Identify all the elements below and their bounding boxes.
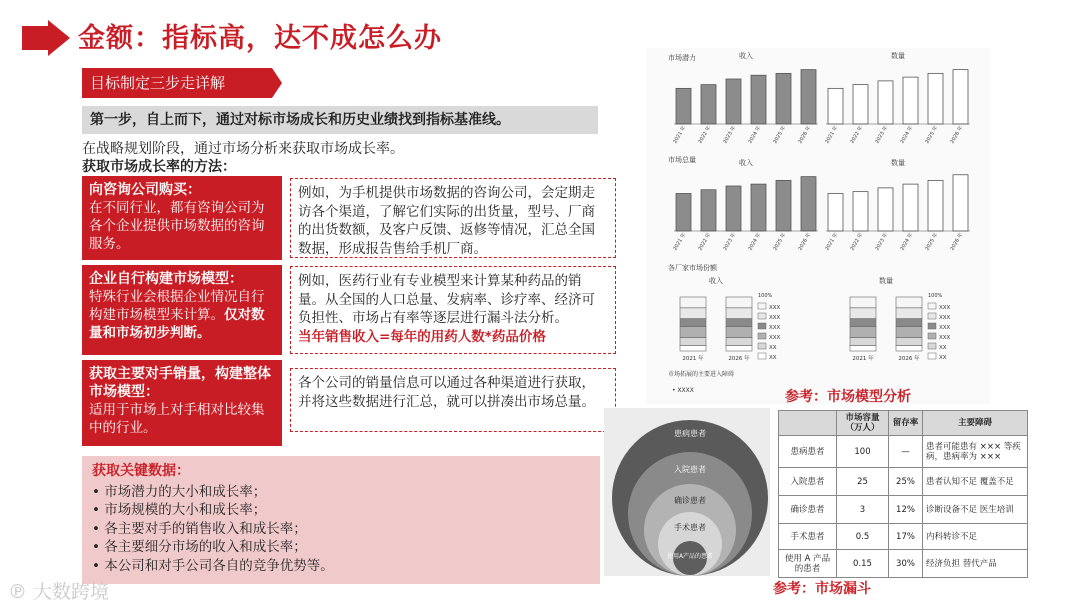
chart-tick-label: 2022 年 xyxy=(849,125,865,145)
chart-tick-label: 2025 年 xyxy=(924,232,940,252)
chart-tick-label: 2026 年 xyxy=(949,125,965,145)
chart-stack-segment xyxy=(850,308,876,319)
legend-swatch xyxy=(758,333,766,339)
chart-tick-label: 2025 年 xyxy=(772,232,788,252)
chart-stack-segment xyxy=(850,319,876,327)
key-data-box xyxy=(82,456,600,584)
table-row xyxy=(779,468,1028,496)
chart-bar xyxy=(801,70,816,124)
chart-tick-label: 2024 年 xyxy=(899,232,915,252)
chart-bar xyxy=(676,194,691,232)
chart-stack-segment xyxy=(896,308,922,319)
chart-bar xyxy=(853,192,868,231)
chart-stack-segment xyxy=(896,338,922,346)
chart-stack-segment xyxy=(726,319,752,327)
table-header-row xyxy=(779,411,1028,436)
row-capacity: 25 xyxy=(837,468,889,496)
chart-bar xyxy=(878,81,893,124)
chart-tick-label: 2021 年 xyxy=(852,356,874,362)
chart-bar xyxy=(701,190,716,231)
chart-bar xyxy=(776,73,791,124)
table-row xyxy=(779,550,1028,578)
chart-tick-label: 2023 年 xyxy=(722,232,738,252)
legend-swatch xyxy=(758,343,766,349)
watermark-text: 大数跨境 xyxy=(33,581,110,603)
chart-stack-segment xyxy=(726,338,752,346)
chart-bar xyxy=(801,177,816,231)
chart-subtitle: 收入 xyxy=(709,277,723,285)
methods-heading: 获取市场成长率的方法： xyxy=(82,159,236,175)
chart-subtitle: 数量 xyxy=(891,52,905,60)
chart-bar xyxy=(903,77,918,124)
key-data-title: 获取关键数据： xyxy=(92,463,190,479)
legend-swatch xyxy=(928,313,936,319)
intro-line: 在战略规划阶段，通过市场分析来获取市场成长率。 xyxy=(82,141,404,157)
funnel-label: 手术患者 xyxy=(674,523,706,532)
legend-label: XXX xyxy=(939,315,951,321)
chart-stack-segment xyxy=(850,338,876,346)
chart-stack-segment xyxy=(850,346,876,351)
funnel-label: 确诊患者 xyxy=(674,496,706,505)
table-header-cell: 主要障碍 xyxy=(923,411,1028,436)
legend-label: XXX xyxy=(939,325,951,331)
chart-bar xyxy=(726,186,741,231)
key-data-item: • 各主要对手的销售收入和成长率； xyxy=(92,520,590,539)
method-example xyxy=(290,266,616,354)
chart-stack-segment xyxy=(726,327,752,338)
chart-bar xyxy=(751,75,766,124)
legend-label: XXX xyxy=(769,325,781,331)
chart-bar xyxy=(953,175,968,231)
section-label-market-potential: 市场潜力 xyxy=(668,54,696,62)
chart-stack-segment xyxy=(726,308,752,319)
chart-bar xyxy=(903,184,918,231)
funnel-label: 入院患者 xyxy=(674,465,706,474)
chart-stack-segment xyxy=(896,297,922,308)
legend-label: XXX xyxy=(939,335,951,341)
row-name: 入院患者 xyxy=(779,468,837,496)
row-barrier: 患者可能患有 ××× 等疾病，患病率为 ××× xyxy=(923,436,1028,468)
legend-label: XXX xyxy=(769,305,781,311)
chart-bar xyxy=(878,188,893,231)
reference-market-model: 参考：市场模型分析 xyxy=(785,389,911,405)
key-data-list xyxy=(92,483,590,576)
chart-stack-segment xyxy=(680,338,706,346)
method-consulting xyxy=(82,176,282,260)
legend-swatch xyxy=(758,303,766,309)
method-heading: 获取主要对手销量，构建整体市场模型： xyxy=(89,366,271,400)
funnel-table xyxy=(778,410,1028,578)
chart-stack-segment xyxy=(680,346,706,351)
reference-funnel: 参考：市场漏斗 xyxy=(773,581,871,597)
market-model-charts xyxy=(646,48,990,404)
section-label-market-share: 各厂家市场份额 xyxy=(668,264,717,272)
key-data-item: • 各主要细分市场的收入和成长率； xyxy=(92,538,590,557)
chart-tick-label: 2021 年 xyxy=(824,232,840,252)
row-name: 患病患者 xyxy=(779,436,837,468)
chart-tick-label: 2026 年 xyxy=(898,356,920,362)
barrier-label: 市场拓展的主要进入障碍 xyxy=(668,371,735,378)
key-data-item: • 市场规模的大小和成长率； xyxy=(92,501,590,520)
chart-bar xyxy=(853,85,868,124)
page-title: 金额：指标高，达不成怎么办 xyxy=(78,23,442,54)
section-subtitle: 目标制定三步走详解 xyxy=(82,68,272,98)
method-body: 特殊行业会根据企业情况自行构建市场模型来计算。 xyxy=(89,289,265,323)
method-example: 例如，为手机提供市场数据的咨询公司，会定期走访各个渠道，了解它们实际的出货量，型号、厂商的出货数额，及客户反馈、返修等情况，汇总全国数据，形成报告售给手机厂商。 xyxy=(290,178,616,258)
row-rate: 17% xyxy=(889,524,923,550)
chart-stack-segment xyxy=(896,346,922,351)
chart-tick-label: 2022 年 xyxy=(697,232,713,252)
legend-swatch xyxy=(928,323,936,329)
row-barrier: 经济负担 替代产品 xyxy=(923,550,1028,578)
legend-swatch xyxy=(928,353,936,359)
key-data-item: • 市场潜力的大小和成长率； xyxy=(92,483,590,502)
step-one-banner: 第一步，自上而下，通过对标市场成长和历史业绩找到指标基准线。 xyxy=(82,106,598,134)
row-rate: 12% xyxy=(889,496,923,524)
table-row xyxy=(779,496,1028,524)
key-data-item: • 本公司和对手公司各自的竞争优势等。 xyxy=(92,557,590,576)
legend-swatch xyxy=(758,313,766,319)
row-barrier: 诊断设备不足 医生培训 xyxy=(923,496,1028,524)
chart-bar xyxy=(676,88,691,124)
chart-subtitle: 数量 xyxy=(879,277,893,285)
chart-bar xyxy=(726,79,741,124)
market-funnel-diagram xyxy=(604,408,770,576)
legend-swatch xyxy=(928,303,936,309)
chart-bar xyxy=(928,180,943,231)
table-row xyxy=(779,436,1028,468)
row-barrier: 内科转诊不足 xyxy=(923,524,1028,550)
chart-bar xyxy=(776,180,791,231)
row-rate: — xyxy=(889,436,923,468)
chart-tick-label: 2025 年 xyxy=(924,125,940,145)
method-body: 在不同行业，都有咨询公司为各个企业提供市场数据的咨询服务。 xyxy=(89,200,265,252)
chart-tick-label: 100% xyxy=(928,293,943,299)
funnel-label: 患病患者 xyxy=(674,429,706,438)
chart-bar xyxy=(828,88,843,124)
watermark-icon: ℗ xyxy=(8,581,27,603)
chart-stack-segment xyxy=(680,319,706,327)
chart-tick-label: 2026 年 xyxy=(797,232,813,252)
row-rate: 25% xyxy=(889,468,923,496)
chart-tick-label: 2026 年 xyxy=(728,356,750,362)
row-capacity: 100 xyxy=(837,436,889,468)
chart-tick-label: 2024 年 xyxy=(899,125,915,145)
table-header-cell: 留存率 xyxy=(889,411,923,436)
chart-stack-segment xyxy=(726,346,752,351)
chart-tick-label: 2021 年 xyxy=(682,356,704,362)
chart-tick-label: 2021 年 xyxy=(672,232,688,252)
revenue-formula: 当年销售收入=每年的用药人数*药品价格 xyxy=(298,328,546,345)
legend-label: XX xyxy=(769,355,777,361)
row-capacity: 0.15 xyxy=(837,550,889,578)
chart-bar xyxy=(751,184,766,231)
legend-swatch xyxy=(928,343,936,349)
chart-subtitle: 数量 xyxy=(891,159,905,167)
table-header-cell xyxy=(779,411,837,436)
row-name: 使用 A 产品的患者 xyxy=(779,550,837,578)
section-label-market-total: 市场总量 xyxy=(668,156,696,164)
chart-tick-label: 2023 年 xyxy=(874,232,890,252)
chart-tick-label: 2026 年 xyxy=(949,232,965,252)
legend-label: XXX xyxy=(769,335,781,341)
chart-subtitle: 收入 xyxy=(739,159,753,167)
row-capacity: 0.5 xyxy=(837,524,889,550)
chart-tick-label: 2025 年 xyxy=(772,125,788,145)
chart-tick-label: 2024 年 xyxy=(747,232,763,252)
legend-swatch xyxy=(928,333,936,339)
funnel-label: 使用A产品的患者 xyxy=(666,553,714,560)
chart-stack-segment xyxy=(726,297,752,308)
chart-tick-label: 100% xyxy=(758,293,773,299)
chart-bar xyxy=(953,70,968,124)
method-example: 各个公司的销量信息可以通过各种渠道进行获取，并将这些数据进行汇总，就可以拼凑出市场总量。 xyxy=(290,368,616,432)
chart-subtitle: 收入 xyxy=(739,52,753,60)
legend-label: XX xyxy=(769,345,777,351)
legend-label: XX xyxy=(939,355,947,361)
legend-label: XX xyxy=(939,345,947,351)
row-name: 确诊患者 xyxy=(779,496,837,524)
method-self-model xyxy=(82,265,282,355)
barrier-item: • XXXX xyxy=(672,387,694,394)
method-body-bold: 仅对数量和市场初步判断。 xyxy=(89,307,265,341)
chart-tick-label: 2021 年 xyxy=(672,125,688,145)
method-heading: 向咨询公司购买： xyxy=(89,182,201,198)
method-example-text: 例如，医药行业有专业模型来计算某种药品的销量。从全国的人口总量、发病率、诊疗率、经济可负担性、市场占有率等逐层进行漏斗法分析。 xyxy=(298,273,595,326)
chart-tick-label: 2026 年 xyxy=(797,125,813,145)
table-row xyxy=(779,524,1028,550)
chart-stack-segment xyxy=(896,319,922,327)
legend-swatch xyxy=(758,323,766,329)
chart-stack-segment xyxy=(850,327,876,338)
row-rate: 30% xyxy=(889,550,923,578)
method-competitor xyxy=(82,360,282,446)
legend-swatch xyxy=(758,353,766,359)
method-heading: 企业自行构建市场模型： xyxy=(89,271,243,287)
chart-stack-segment xyxy=(680,327,706,338)
chart-tick-label: 2022 年 xyxy=(849,232,865,252)
chart-tick-label: 2021 年 xyxy=(824,125,840,145)
chart-stack-segment xyxy=(896,327,922,338)
table-header-cell: 市场容量（万人） xyxy=(837,411,889,436)
chart-tick-label: 2022 年 xyxy=(697,125,713,145)
row-barrier: 患者认知不足 覆盖不足 xyxy=(923,468,1028,496)
chart-bar xyxy=(701,85,716,124)
legend-label: XXX xyxy=(769,315,781,321)
title-arrow-icon xyxy=(22,20,72,56)
chart-tick-label: 2023 年 xyxy=(722,125,738,145)
chart-tick-label: 2023 年 xyxy=(874,125,890,145)
chart-stack-segment xyxy=(680,297,706,308)
watermark-logo xyxy=(8,577,109,604)
chart-tick-label: 2024 年 xyxy=(747,125,763,145)
row-name: 手术患者 xyxy=(779,524,837,550)
chart-bar xyxy=(828,194,843,232)
chart-bar xyxy=(928,73,943,124)
legend-label: XXX xyxy=(939,305,951,311)
chart-stack-segment xyxy=(680,308,706,319)
row-capacity: 3 xyxy=(837,496,889,524)
chart-stack-segment xyxy=(850,297,876,308)
method-body: 适用于市场上对手相对比较集中的行业。 xyxy=(89,402,265,436)
